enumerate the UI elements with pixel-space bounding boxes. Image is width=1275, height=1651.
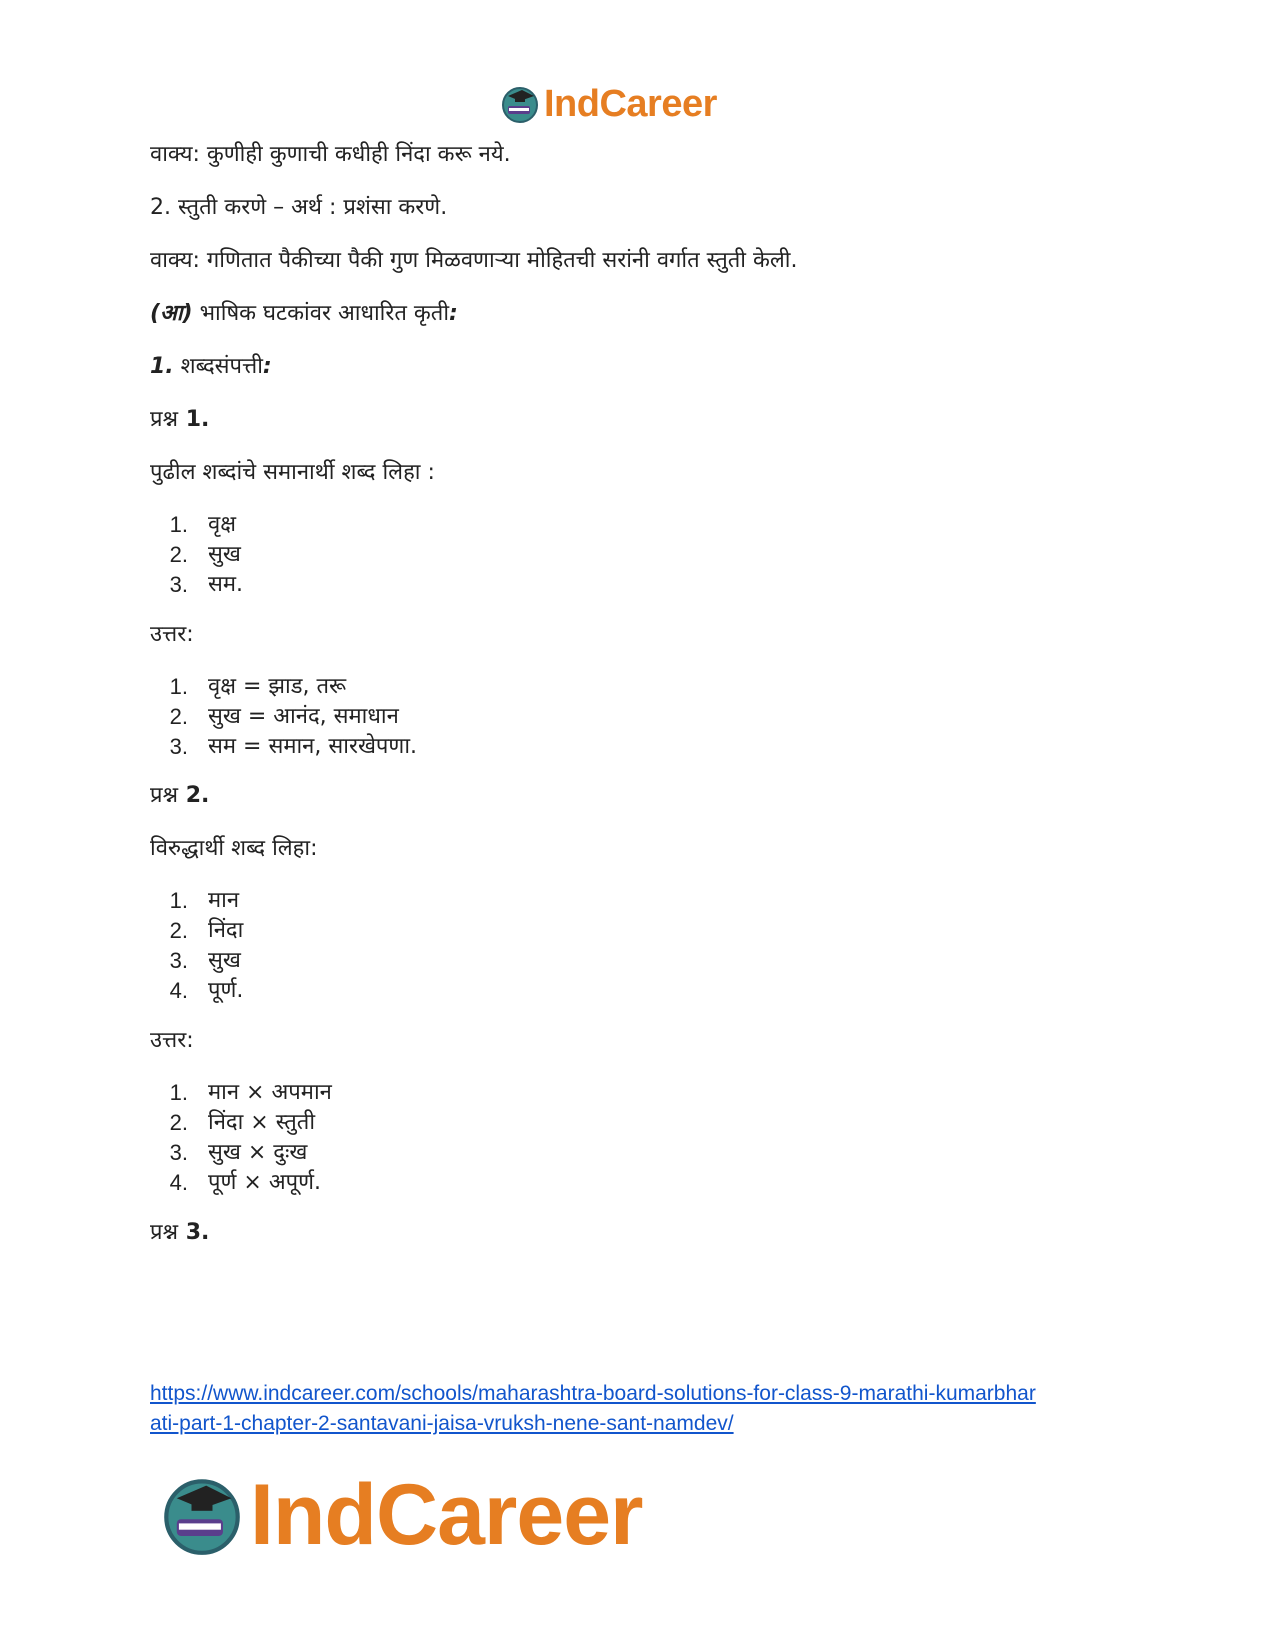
logo-wordmark: IndCareer [250,1466,643,1563]
question-heading: प्रश्न 2. [150,783,210,808]
definition-line: 2. स्तुती करणे – अर्थ : प्रशंसा करणे. [150,195,448,220]
footer-logo [160,1465,643,1565]
source-url-link[interactable]: https://www.indcareer.com/schools/maharashtra-board-solutions-for-class-9-marathi-kumarbhar [150,1382,1036,1405]
section-heading: (आ) भाषिक घटकांवर आधारित कृती: [150,301,458,326]
header-logo [500,80,717,128]
question-1-list [150,510,243,600]
sentence-line: वाक्य: गणितात पैकीच्या पैकी गुण मिळवणाऱ्या मोहितची सरांनी वर्गात स्तुती केली. [150,248,798,273]
list-item: 3. सुख × दुःख [169,1140,308,1165]
answer-2-list [150,1078,332,1198]
answer-label: उत्तर: [150,622,194,647]
question-2-list [150,886,243,1006]
list-item: 1. मान × अपमान [169,1080,332,1105]
source-url-link-continued[interactable]: ati-part-1-chapter-2-santavani-jaisa-vruksh-nene-sant-namdev/ [150,1412,734,1435]
list-item: 1. वृक्ष [169,512,237,537]
subsection-number: 1. [150,354,174,379]
list-item: 1. मान [169,888,240,913]
subsection-heading: 1. शब्दसंपत्ती: [150,354,272,379]
subsection-text: शब्दसंपत्ती [173,354,263,379]
answer-1-list [150,672,417,762]
question-prompt: विरुद्धार्थी शब्द लिहा: [150,836,318,861]
list-item: 2. निंदा [169,918,244,943]
answer-label: उत्तर: [150,1028,194,1053]
section-label: (आ) [150,301,193,326]
question-heading: प्रश्न 1. [150,407,210,432]
logo-wordmark: IndCareer [544,82,717,125]
section-text: भाषिक घटकांवर आधारित कृती [192,301,450,326]
question-prompt: पुढील शब्दांचे समानार्थी शब्द लिहा : [150,460,435,485]
sentence-line: वाक्य: कुणीही कुणाची कधीही निंदा करू नये. [150,142,511,167]
list-item: 3. सुख [169,948,241,973]
list-item: 4. पूर्ण. [169,978,244,1003]
list-item: 3. सम. [169,572,244,597]
list-item: 3. सम = समान, सारखेपणा. [169,734,418,759]
list-item: 4. पूर्ण × अपूर्ण. [169,1170,322,1195]
list-item: 2. सुख = आनंद, समाधान [169,704,399,729]
graduation-book-globe-icon [500,84,540,124]
list-item: 1. वृक्ष = झाड, तरू [169,674,347,699]
question-heading: प्रश्न 3. [150,1220,210,1245]
list-item: 2. सुख [169,542,241,567]
graduation-book-globe-icon [160,1473,244,1557]
list-item: 2. निंदा × स्तुती [169,1110,316,1135]
